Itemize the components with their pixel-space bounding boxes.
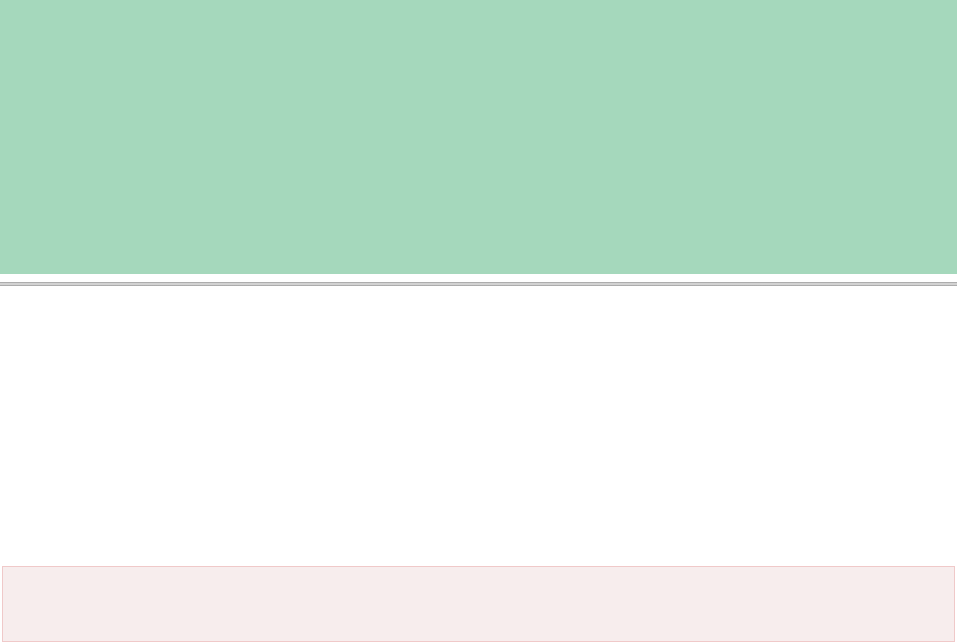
notes-area xyxy=(0,0,957,274)
year-overview-strip xyxy=(2,566,955,642)
spiral-wire xyxy=(0,282,957,286)
week-planner xyxy=(0,304,957,566)
spiral-binding xyxy=(0,255,957,305)
